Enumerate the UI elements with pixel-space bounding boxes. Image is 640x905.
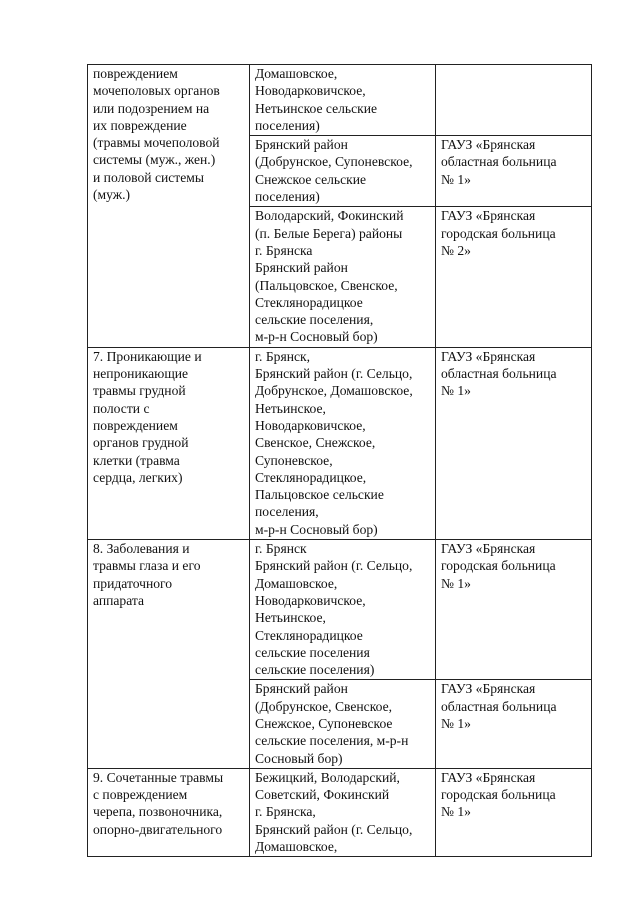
area-cell: Брянский район (Добрунское, Супоневское, Снежское сельские поселения) (250, 136, 436, 207)
hospital-cell: ГАУЗ «Брянская областная больница № 1» (436, 347, 592, 539)
area-cell: Володарский, Фокинский (п. Белые Берега) районы г. Брянска Брянский район (Пальцовское, Свенское, Стеклянорадицкое сельские поселения, м-р-н Сосновый бор) (250, 207, 436, 347)
condition-cell: 7. Проникающие и непроникающие травмы грудной полости с повреждением органов грудной клетки (травма сердца, легких) (88, 347, 250, 539)
hospital-cell: ГАУЗ «Брянская областная больница № 1» (436, 136, 592, 207)
hospital-cell: ГАУЗ «Брянская городская больница № 1» (436, 540, 592, 680)
table-row (88, 768, 592, 856)
table-row (88, 347, 592, 539)
table-row (88, 540, 592, 680)
condition-cell: 9. Сочетанные травмы с повреждением черепа, позвоночника, опорно-двигательного (88, 768, 250, 856)
condition-cell: повреждением мочеполовых органов или подозрением на их повреждение (травмы мочеполовой системы (муж., жен.) и половой системы (муж.) (88, 65, 250, 348)
table-row (88, 65, 592, 136)
area-cell: Брянский район (Добрунское, Свенское, Снежское, Супоневское сельские поселения, м-р-н Сосновый бор) (250, 680, 436, 768)
area-cell: г. Брянск Брянский район (г. Сельцо, Домашовское, Новодарковичское, Нетьинское, Стеклянорадицкое сельские поселения сельские поселения) (250, 540, 436, 680)
condition-cell: 8. Заболевания и травмы глаза и его придаточного аппарата (88, 540, 250, 769)
area-cell: Бежицкий, Володарский, Советский, Фокинский г. Брянска, Брянский район (г. Сельцо, Домашовское, (250, 768, 436, 856)
patient-routing-table (87, 64, 592, 857)
hospital-cell: ГАУЗ «Брянская городская больница № 2» (436, 207, 592, 347)
area-cell: Домашовское, Новодарковичское, Нетьинское сельские поселения) (250, 65, 436, 136)
hospital-cell: ГАУЗ «Брянская областная больница № 1» (436, 680, 592, 768)
hospital-cell: ГАУЗ «Брянская городская больница № 1» (436, 768, 592, 856)
area-cell: г. Брянск, Брянский район (г. Сельцо, Добрунское, Домашовское, Нетьинское, Новодарковичское, Свенское, Снежское, Супоневское, Стеклянорадицкое, Пальцовское сельские поселения, м-р-н Сосновый бор) (250, 347, 436, 539)
hospital-cell (436, 65, 592, 136)
